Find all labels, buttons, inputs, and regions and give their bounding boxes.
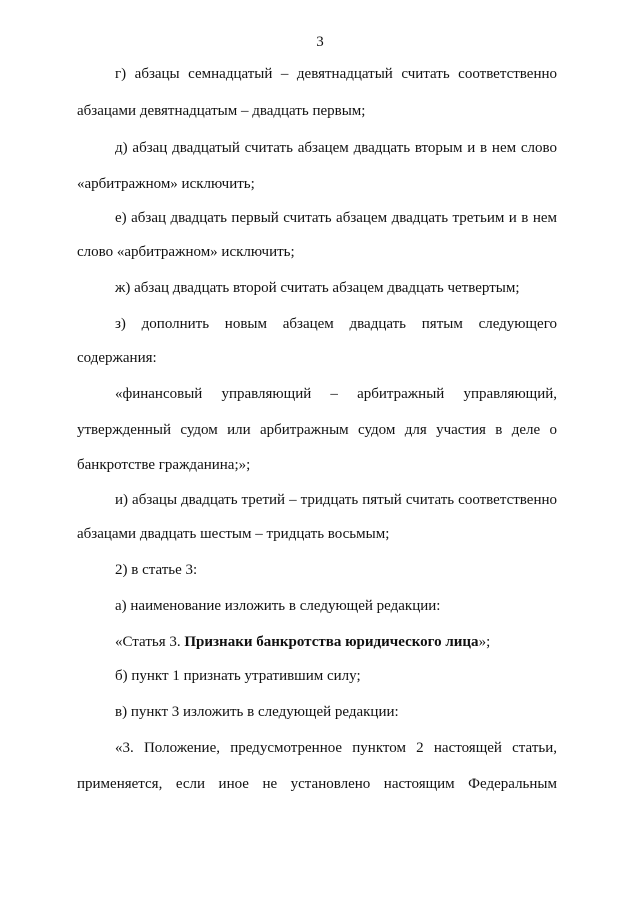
- paragraph-line: «финансовый управляющий – арбитражный управляющий,: [115, 386, 557, 402]
- paragraph-line: абзацами двадцать шестым – тридцать восьмым;: [77, 526, 390, 542]
- paragraph-line: 2) в статье 3:: [115, 562, 198, 578]
- paragraph-line: е) абзац двадцать первый считать абзацем двадцать третьим и в нем: [115, 210, 557, 226]
- paragraph-line: утвержденный судом или арбитражным судом для участия в деле о: [77, 422, 557, 438]
- article-title: Признаки банкротства юридического лица: [184, 634, 479, 650]
- paragraph-line: «арбитражном» исключить;: [77, 176, 255, 192]
- paragraph-line: д) абзац двадцатый считать абзацем двадцать вторым и в нем слово: [115, 140, 557, 156]
- paragraph-line: а) наименование изложить в следующей редакции:: [115, 598, 441, 614]
- paragraph-line: слово «арбитражном» исключить;: [77, 244, 295, 260]
- paragraph-line: б) пункт 1 признать утратившим силу;: [115, 668, 361, 684]
- page-number: 3: [316, 34, 324, 50]
- article-suffix: »;: [478, 634, 491, 650]
- paragraph-line: и) абзацы двадцать третий – тридцать пятый считать соответственно: [115, 492, 557, 508]
- paragraph-line: применяется, если иное не установлено настоящим Федеральным: [77, 776, 557, 792]
- paragraph-line: з) дополнить новым абзацем двадцать пятым следующего: [115, 316, 557, 332]
- paragraph-line: «3. Положение, предусмотренное пунктом 2 настоящей статьи,: [115, 740, 557, 756]
- paragraph-line: в) пункт 3 изложить в следующей редакции:: [115, 704, 399, 720]
- article-heading-line: [77, 632, 557, 652]
- paragraph-line: абзацами девятнадцатым – двадцать первым;: [77, 103, 366, 119]
- paragraph-line: ж) абзац двадцать второй считать абзацем двадцать четвертым;: [115, 280, 520, 296]
- paragraph-line: г) абзацы семнадцатый – девятнадцатый считать соответственно: [115, 66, 557, 82]
- paragraph-line: банкротстве гражданина;»;: [77, 457, 251, 473]
- article-prefix: «Статья 3.: [115, 634, 185, 650]
- paragraph-line: содержания:: [77, 350, 157, 366]
